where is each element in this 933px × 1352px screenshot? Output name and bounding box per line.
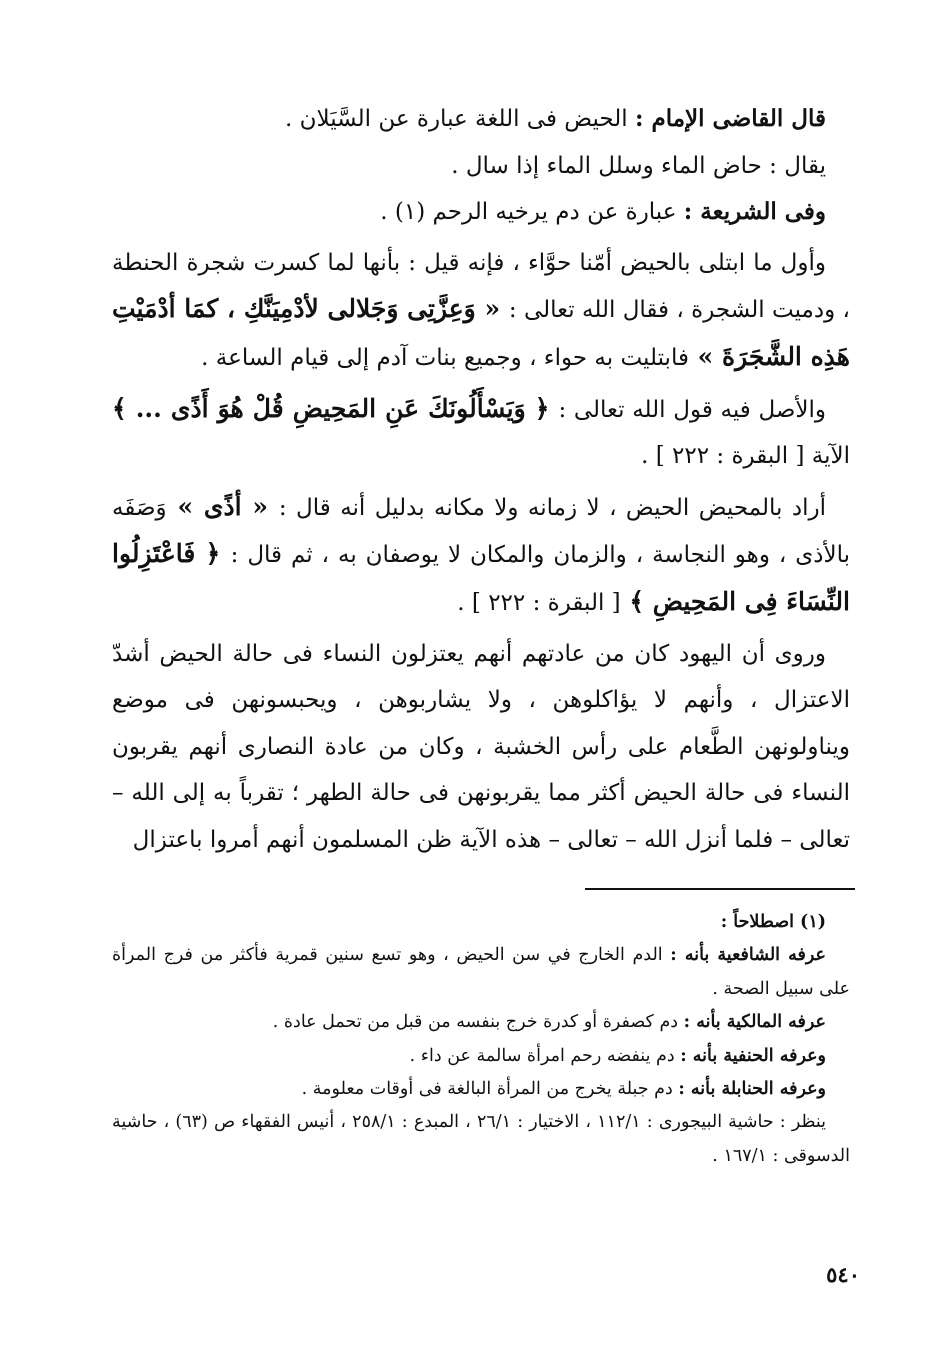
main-text [112,96,850,864]
paragraph: وروى أن اليهود كان من عادتهم أنهم يعتزلون النساء فى حالة الحيض أشدّ الاعتزال ، وأنهم لا يؤاكلوهن ، ولا يشاربوهن ، ويحبسونهن فى موضع ويناولونهن الطَّعام على رأس الخشبة ، وكان من عادة النصارى أنهم يقربون النساء فى حالة الحيض أكثر مما يقربونهن فى حالة الطهر ؛ تقرباً به إلى الله – تعالى – فلما أنزل الله – تعالى – هذه الآية ظن المسلمون أنهم أمروا باعتزال [112,640,850,853]
footnotes [112,906,850,1173]
paragraph: أراد بالمحيض الحيض ، لا زمانه ولا مكانه بدليل أنه قال : « أذًى » وَصَفَه بالأذى ، وهو النجاسة ، والزمان والمكان لا يوصفان به ، ثم قال : ﴿ فَاعْتَزِلُوا النِّسَاءَ فِى المَحِيضِ ﴾ [ البقرة : ٢٢٢ ] . [112,491,850,616]
paragraph: وأول ما ابتلى بالحيض أمّنا حوَّاء ، فإنه قيل : بأنها لما كسرت شجرة الحنطة ، ودميت الشجرة ، فقال الله تعالى : « وَعِزَّتِى وَجَلالى لأدْمِيَنَّكِ ، كمَا أدْمَيْتِ هَذِه الشَّجَرَةَ » فابتليت به حواء ، وجميع بنات آدم إلى قيام الساعة . [112,249,850,371]
term-lead: وفى الشريعة : [683,198,826,226]
footnote-line: ينظر : حاشية البيجورى : ١١٢/١ ، الاختيار : ٢٦/١ ، المبدع : ٢٥٨/١ ، أنيس الفقهاء ص (٦٣) ، حاشية الدسوقى : ١٦٧/١ . [112,1112,850,1166]
footnote-line: وعرفه الحنابلة بأنه : دم جبلة يخرج من المرأة البالغة فى أوقات معلومة . [301,1079,826,1100]
page-number: ٥٤٠ [826,1262,860,1287]
footnote-line: وعرفه الحنفية بأنه : دم ينفضه رحم امرأة سالمة عن داء . [409,1045,826,1066]
footnote-line: عرفه الشافعية بأنه : الدم الخارج في سن الحيض ، وهو تسع سنين قمرية فأكثر من فرج المرأة على سبيل الصحة . [112,945,850,999]
term-lead: قال القاضى الإمام : [634,105,826,132]
footnote-line: عرفه المالكية بأنه : دم كصفرة أو كدرة خرج بنفسه من قبل من تحمل عادة . [272,1012,826,1033]
quran-quote: « أذًى » [166,491,279,521]
quran-quote: ﴿ وَيَسْأَلُونَكَ عَنِ المَحِيضِ قُلْ هُوَ أَذًى ... ﴾ [112,393,559,423]
footnote-heading: (١) اصطلاحاً : [720,912,826,932]
quran-quote: ﴿ فَاعْتَزِلُوا النِّسَاءَ فِى المَحِيضِ ﴾ [112,539,850,616]
paragraph: وفى الشريعة : عبارة عن دم يرخيه الرحم (١) . [380,198,826,226]
footnote-divider [585,888,855,890]
hadith-quote: « وَعِزَّتِى وَجَلالى لأدْمِيَنَّكِ ، كمَا أدْمَيْتِ هَذِه الشَّجَرَةَ » [112,294,850,371]
paragraph: يقال : حاض الماء وسلل الماء إذا سال . [451,152,826,179]
paragraph: قال القاضى الإمام : الحيض فى اللغة عبارة عن السَّيَلان . [284,105,826,132]
paragraph: والأصل فيه قول الله تعالى : ﴿ وَيَسْأَلُونَكَ عَنِ المَحِيضِ قُلْ هُوَ أَذًى ... ﴾ الآية [ البقرة : ٢٢٢ ] . [112,393,850,470]
